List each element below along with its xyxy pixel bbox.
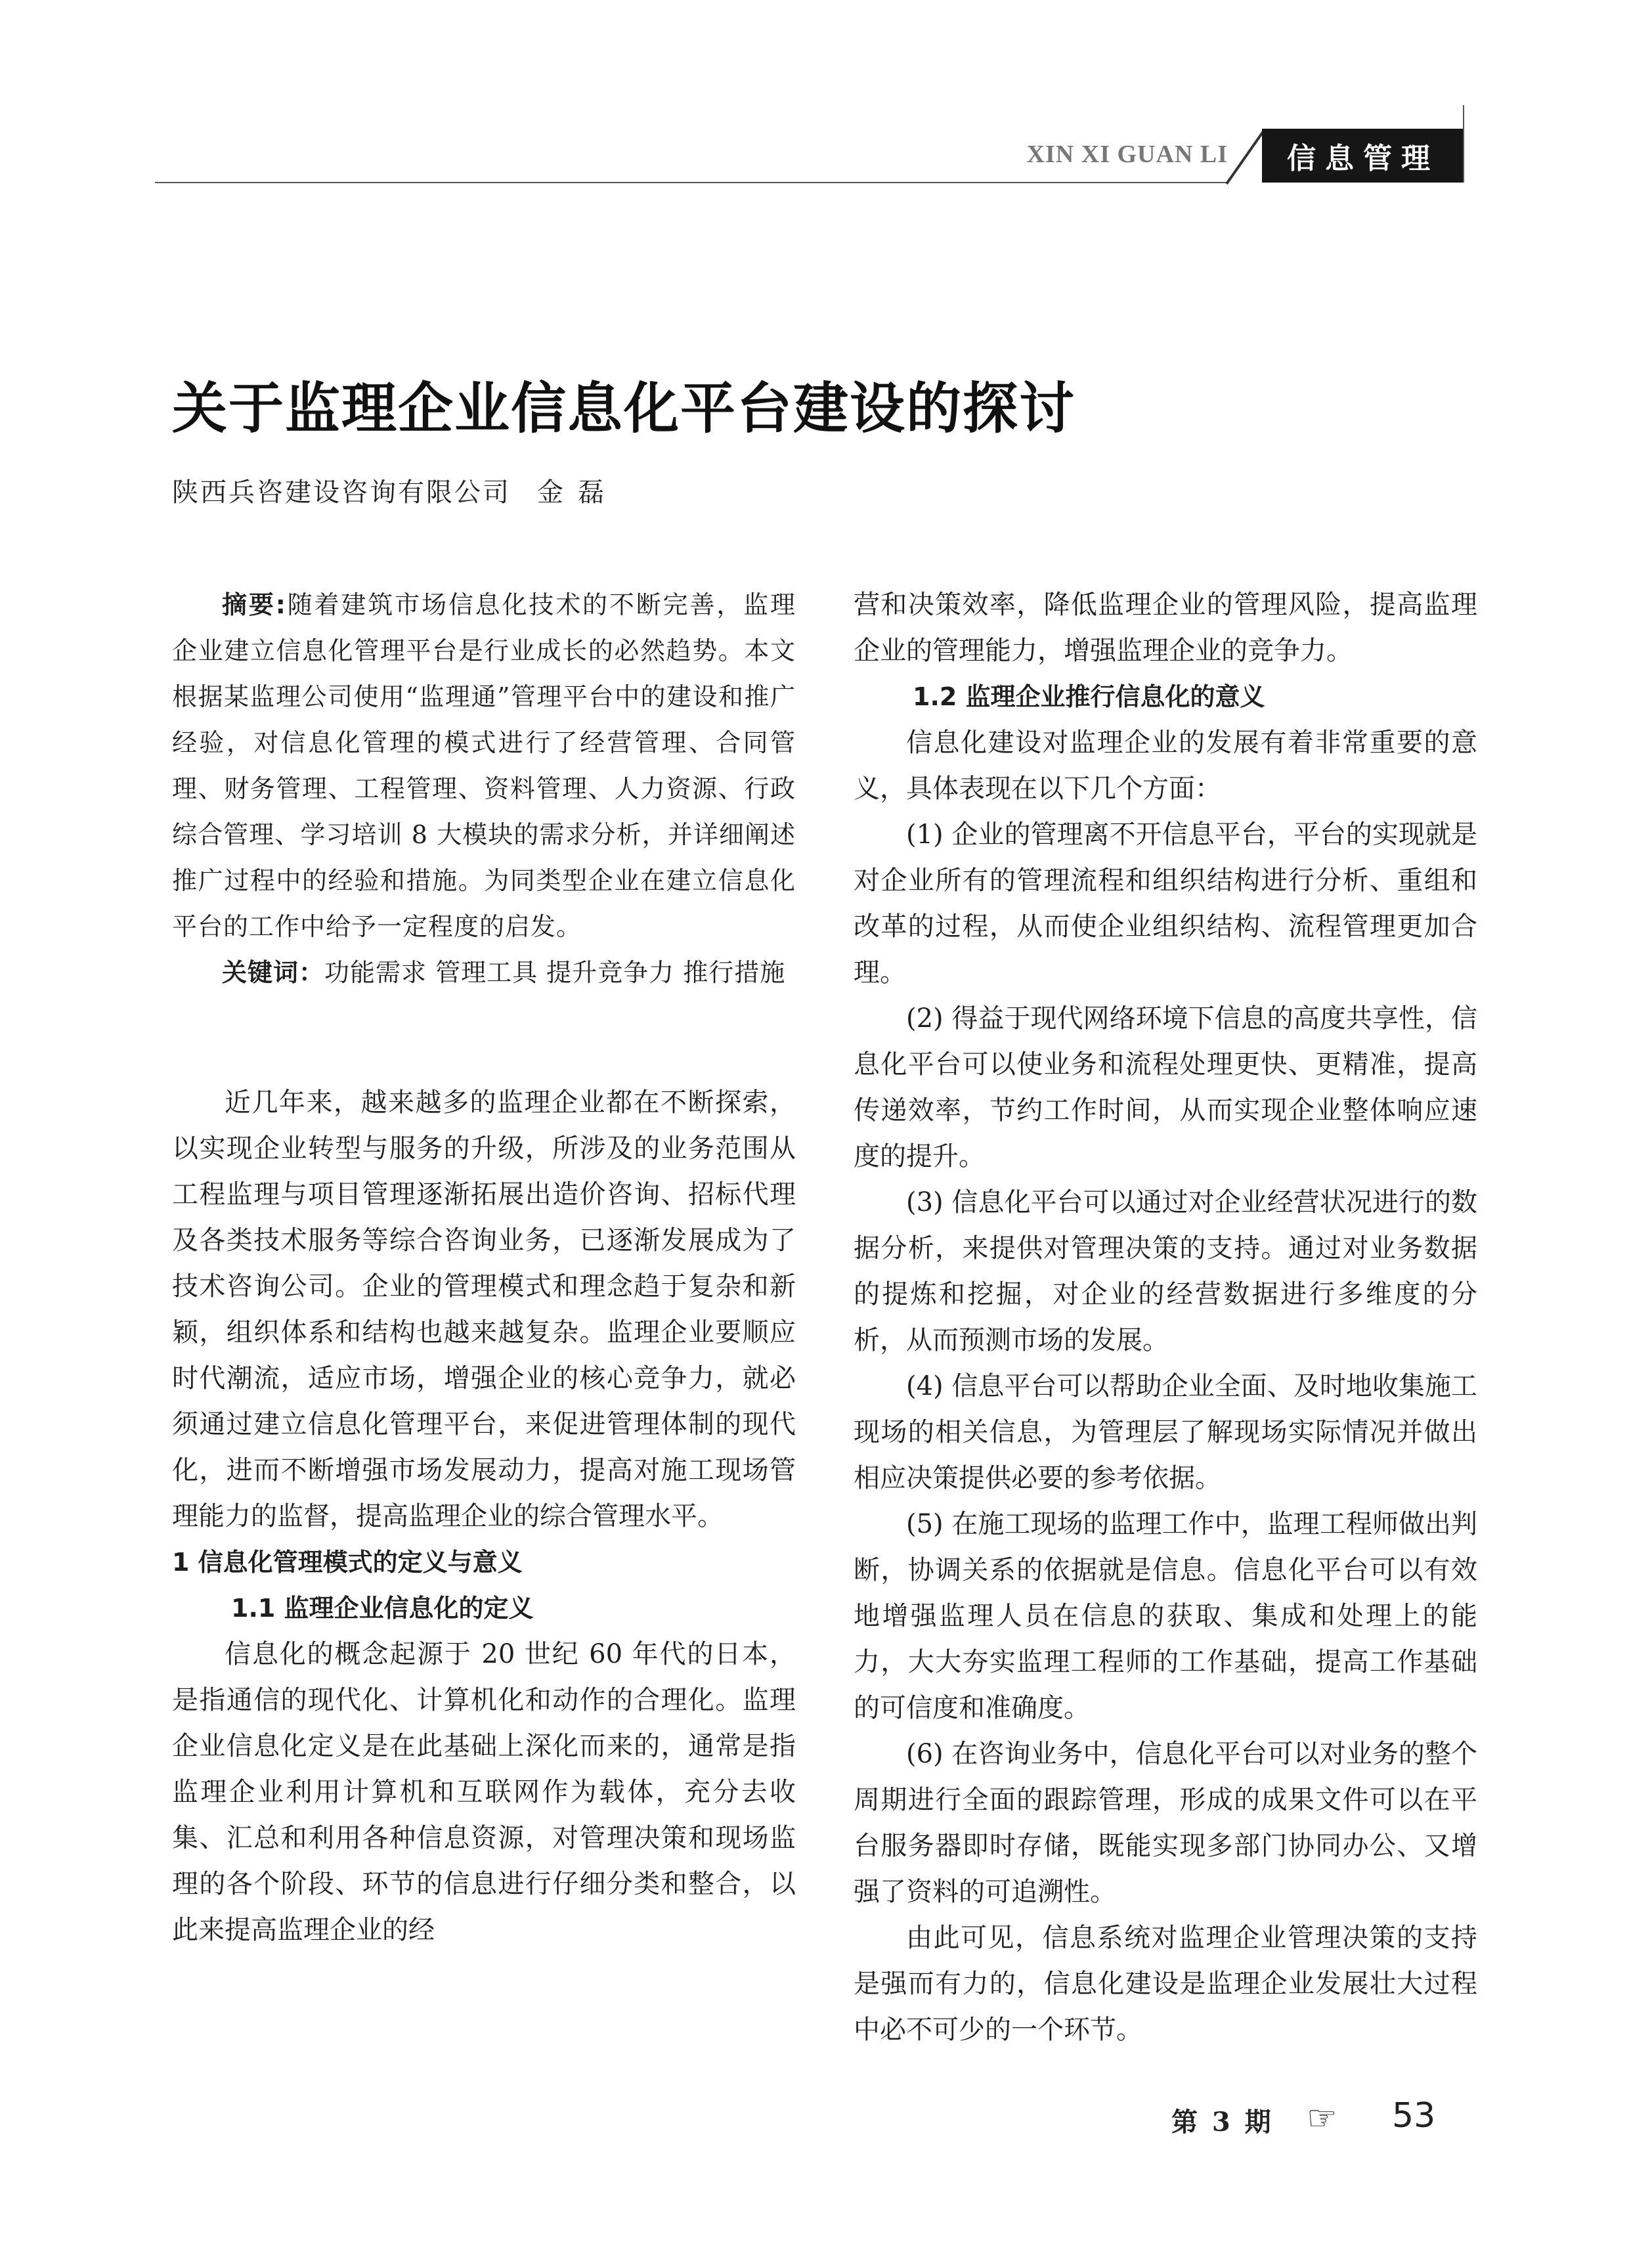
header-right-rule xyxy=(1463,105,1464,183)
point-4: (4) 信息平台可以帮助企业全面、及时地收集施工现场的相关信息，为管理层了解现场实际情况并做出相应决策提供必要的参考依据。 xyxy=(854,1371,1477,1493)
keywords xyxy=(172,950,796,996)
point-3: (3) 信息化平台可以通过对企业经营状况进行的数据分析，来提供对管理决策的支持。通过对业务数据的提炼和挖掘，对企业的经营数据进行多维度的分析，从而预测市场的发展。 xyxy=(854,1187,1477,1355)
left-column xyxy=(172,582,796,1953)
section-1-heading: 1 信息化管理模式的定义与意义 xyxy=(172,1548,523,1577)
section-1-2-intro: 信息化建设对监理企业的发展有着非常重要的意义，具体表现在以下几个方面： xyxy=(854,728,1477,804)
article-title: 关于监理企业信息化平台建设的探讨 xyxy=(172,376,1076,441)
abstract-label: 摘要: xyxy=(222,590,286,619)
abstract xyxy=(172,582,796,950)
keywords-label: 关键词： xyxy=(222,958,325,987)
page-number: 53 xyxy=(1392,2096,1436,2136)
point-5: (5) 在施工现场的监理工作中，监理工程师做出判断，协调关系的依据就是信息。信息化平台可以有效地增强监理人员在信息的获取、集成和处理上的能力，大大夯实监理工程师的工作基础，提高工作基础的可信度和准确度。 xyxy=(854,1509,1477,1723)
conclusion-paragraph: 由此可见，信息系统对监理企业管理决策的支持是强而有力的，信息化建设是监理企业发展壮大过程中必不可少的一个环节。 xyxy=(854,1923,1477,2045)
section-1-1-heading: 1.1 监理企业信息化的定义 xyxy=(231,1594,534,1623)
header-rule xyxy=(155,182,1227,183)
section-1-2-heading: 1.2 监理企业推行信息化的意义 xyxy=(913,682,1265,711)
intro-paragraph: 近几年来，越来越多的监理企业都在不断探索，以实现企业转型与服务的升级，所涉及的业务范围从工程监理与项目管理逐渐拓展出造价咨询、招标代理及各类技术服务等综合咨询业务，已逐渐发展成为了技术咨询公司。企业的管理模式和理念趋于复杂和新颖，组织体系和结构也越来越复杂。监理企业要顺应时代潮流，适应市场，增强企业的核心竞争力，就必须通过建立信息化管理平台，来促进管理体制的现代化，进而不断增强市场发展动力，提高对施工现场管理能力的监督，提高监理企业的综合管理水平。 xyxy=(172,1087,796,1531)
issue-number: 第 3 期 xyxy=(1171,2107,1274,2137)
point-2: (2) 得益于现代网络环境下信息的高度共享性，信息化平台可以使业务和流程处理更快、更精准，提高传递效率，节约工作时间，从而实现企业整体响应速度的提升。 xyxy=(854,1003,1477,1172)
pointing-hand-icon: ☞ xyxy=(1307,2099,1337,2138)
point-1: (1) 企业的管理离不开信息平台，平台的实现就是对企业所有的管理流程和组织结构进行分析、重组和改革的过程，从而使企业组织结构、流程管理更加合理。 xyxy=(854,820,1477,988)
byline xyxy=(172,471,619,509)
keywords-text: 功能需求 管理工具 提升竞争力 推行措施 xyxy=(324,958,786,987)
running-head-english: XIN XI GUAN LI xyxy=(1026,141,1228,168)
affiliation: 陕西兵咨建设咨询有限公司 xyxy=(172,477,511,508)
abstract-text: 随着建筑市场信息化技术的不断完善，监理企业建立信息化管理平台是行业成长的必然趋势。本文根据某监理公司使用“监理通”管理平台中的建设和推广经验，对信息化管理的模式进行了经营管理、合同管理、财务管理、工程管理、资料管理、人力资源、行政综合管理、学习培训 8 大模块的需求分析，并详细阐述推广过程中的经验和措施。为同类型企业在建立信息化平台的工作中给予一定程度的启发。 xyxy=(172,590,796,941)
point-6: (6) 在咨询业务中，信息化平台可以对业务的整个周期进行全面的跟踪管理，形成的成果文件可以在平台服务器即时存储，既能实现多部门协同办公、又增强了资料的可追溯性。 xyxy=(854,1739,1477,1907)
running-head-chinese: 信息管理 xyxy=(1262,129,1464,183)
section-gap xyxy=(172,996,796,1080)
author: 金磊 xyxy=(537,477,619,508)
section-1-1-continuation: 营和决策效率，降低监理企业的管理风险，提高监理企业的管理能力，增强监理企业的竞争力。 xyxy=(854,590,1477,666)
right-column xyxy=(854,582,1477,2053)
section-1-1-paragraph: 信息化的概念起源于 20 世纪 60 年代的日本，是指通信的现代化、计算机化和动作的合理化。监理企业信息化定义是在此基础上深化而来的，通常是指监理企业利用计算机和互联网作为载体，充分去收集、汇总和利用各种信息资源，对管理决策和现场监理的各个阶段、环节的信息进行仔细分类和整合，以此来提高监理企业的经 xyxy=(172,1639,796,1945)
